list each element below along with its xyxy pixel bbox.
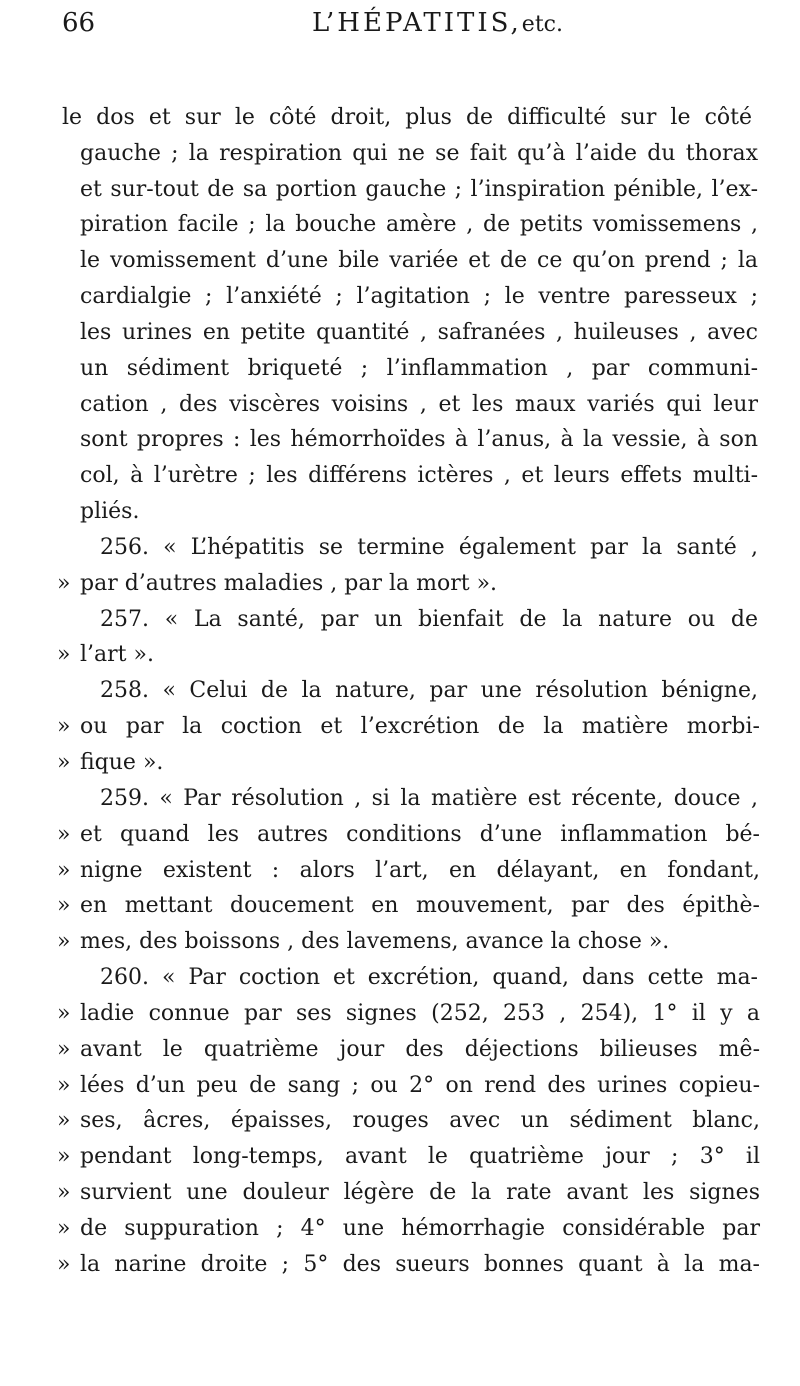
quote-mark: »: [57, 1037, 71, 1062]
text-line: les urines en petite quantité , safranées , huileuses , avec: [80, 320, 758, 345]
quoted-line: [57, 853, 760, 889]
text-line: gauche ; la respiration qui ne se fait qu’à l’aide du thorax: [80, 141, 758, 166]
quoted-line: [57, 566, 497, 602]
quote-mark: »: [57, 571, 71, 596]
quoted-line: [57, 637, 154, 673]
quote-mark: »: [57, 1108, 71, 1133]
quoted-line: [57, 1139, 760, 1175]
quoted-line-text: ses, âcres, épaisses, rouges avec un sédiment blanc,: [80, 1108, 760, 1133]
text-line: pliés.: [80, 499, 140, 524]
text-line: piration facile ; la bouche amère , de petits vomissemens ,: [80, 212, 758, 237]
quoted-line-text: et quand les autres conditions d’une inflammation bé-: [80, 822, 760, 847]
quote-mark: »: [57, 822, 71, 847]
quoted-line-text: en mettant doucement en mouvement, par des épithè-: [80, 893, 760, 918]
quoted-line-text: mes, des boissons , des lavemens, avance la chose ».: [80, 929, 670, 954]
paragraph-258-start: 258. « Celui de la nature, par une résolution bénigne,: [100, 678, 758, 703]
running-title-text: L’HÉPATITIS,: [312, 8, 522, 38]
running-title: [312, 8, 563, 38]
quote-mark: »: [57, 858, 71, 883]
quote-mark: »: [57, 1180, 71, 1205]
quote-mark: »: [57, 1216, 71, 1241]
text-line: col, à l’urètre ; les différens ictères , et leurs effets multi-: [80, 463, 758, 488]
page-header: [62, 8, 762, 48]
running-title-suffix: etc.: [521, 12, 563, 37]
quoted-line-text: ladie connue par ses signes (252, 253 , 254), 1° il y a: [80, 1001, 760, 1026]
quoted-line: [57, 1175, 760, 1211]
quote-mark: »: [57, 642, 71, 667]
quoted-line-text: avant le quatrième jour des déjections bilieuses mê-: [80, 1037, 760, 1062]
quoted-line: [57, 1103, 760, 1139]
quote-mark: »: [57, 929, 71, 954]
text-line: sont propres : les hémorrhoïdes à l’anus, à la vessie, à son: [80, 427, 758, 452]
quoted-line-text: pendant long-temps, avant le quatrième jour ; 3° il: [80, 1144, 760, 1169]
quoted-line: [57, 888, 760, 924]
text-line: cation , des viscères voisins , et les maux variés qui leur: [80, 392, 758, 417]
paragraph-256-start: 256. « L’hépatitis se termine également par la santé ,: [100, 535, 758, 560]
quoted-line: [57, 996, 760, 1032]
text-line: cardialgie ; l’anxiété ; l’agitation ; le ventre paresseux ;: [80, 284, 758, 309]
quote-mark: »: [57, 1144, 71, 1169]
quoted-line: [57, 924, 669, 960]
quoted-line-text: par d’autres maladies , par la mort ».: [80, 571, 498, 596]
quoted-line-text: ou par la coction et l’excrétion de la matière morbi-: [80, 714, 760, 739]
quoted-line: [57, 1211, 760, 1247]
paragraph-257-start: 257. « La santé, par un bienfait de la nature ou de: [100, 607, 758, 632]
quote-mark: »: [57, 1073, 71, 1098]
text-line: le vomissement d’une bile variée et de ce qu’on prend ; la: [80, 248, 758, 273]
quote-mark: »: [57, 1252, 71, 1277]
quoted-line-text: survient une douleur légère de la rate avant les signes: [80, 1180, 760, 1205]
paragraph-259-start: 259. « Par résolution , si la matière est récente, douce ,: [100, 786, 758, 811]
quoted-line: [57, 745, 163, 781]
quoted-line: [57, 1068, 760, 1104]
paragraph-260-start: 260. « Par coction et excrétion, quand, dans cette ma-: [100, 965, 758, 990]
text-line: et sur-tout de sa portion gauche ; l’inspiration pénible, l’ex-: [80, 177, 758, 202]
quote-mark: »: [57, 750, 71, 775]
quoted-line-text: nigne existent : alors l’art, en délayant, en fondant,: [80, 858, 760, 883]
quoted-line: [57, 1247, 760, 1283]
quoted-line: [57, 709, 760, 745]
quoted-line-text: lées d’un peu de sang ; ou 2° on rend des urines copieu-: [80, 1073, 760, 1098]
quoted-line: [57, 1032, 760, 1068]
page-number: 66: [62, 8, 96, 38]
text-line: un sédiment briqueté ; l’inflammation , par communi-: [80, 356, 758, 381]
quoted-line-text: la narine droite ; 5° des sueurs bonnes quant à la ma-: [80, 1252, 760, 1277]
quoted-line-text: de suppuration ; 4° une hémorrhagie considérable par: [80, 1216, 760, 1241]
quoted-line: [57, 817, 760, 853]
quote-mark: »: [57, 714, 71, 739]
quote-mark: »: [57, 893, 71, 918]
quoted-line-text: l’art ».: [80, 642, 154, 667]
quoted-line-text: fique ».: [80, 750, 164, 775]
text-line: le dos et sur le côté droit, plus de difficulté sur le côté: [62, 105, 752, 130]
quote-mark: »: [57, 1001, 71, 1026]
